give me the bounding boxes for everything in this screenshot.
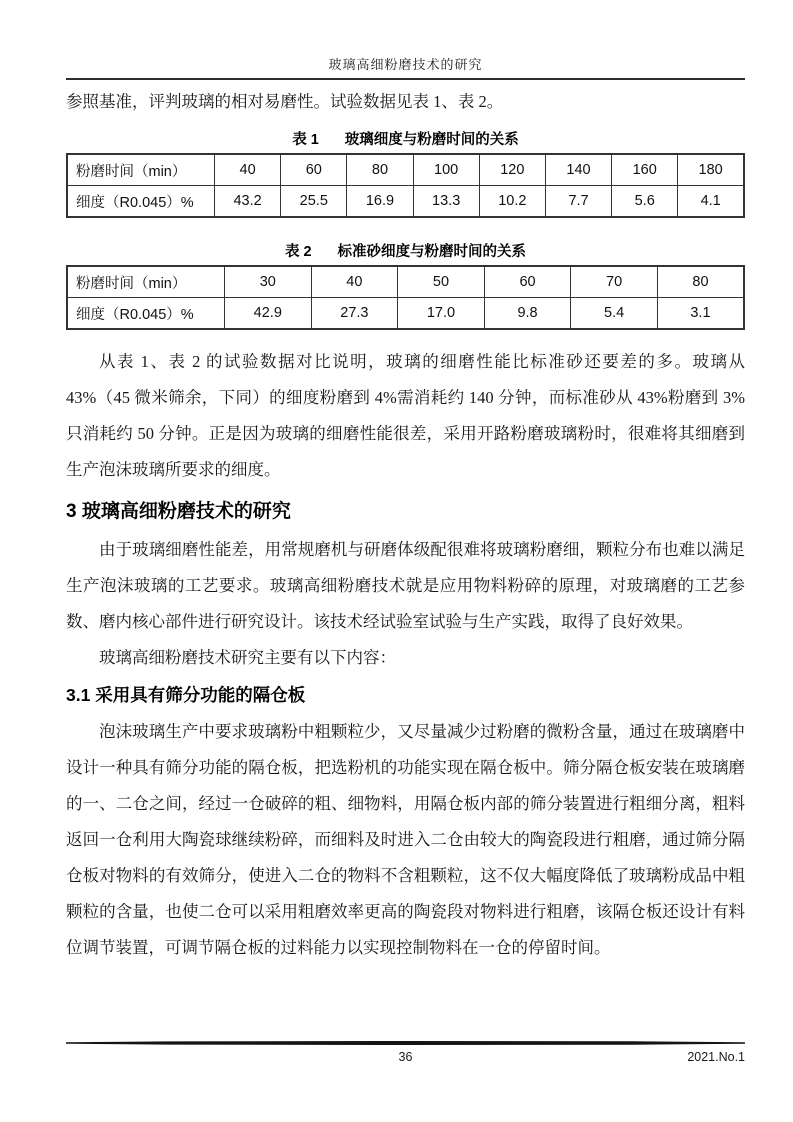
table-2-caption-label: 表 2 — [284, 244, 312, 260]
table-cell: 40 — [311, 266, 398, 298]
table-cell: 42.9 — [225, 298, 312, 330]
table-cell: 140 — [545, 154, 611, 186]
section-3-paragraph-2: 玻璃高细粉磨技术研究主要有以下内容： — [99, 648, 396, 667]
issue-label: 2021.No.1 — [687, 1050, 745, 1064]
table-cell: 5.4 — [571, 298, 658, 330]
table-cell: 16.9 — [347, 186, 413, 218]
table-cell: 80 — [657, 266, 744, 298]
table-cell: 120 — [479, 154, 545, 186]
table-cell: 60 — [281, 154, 347, 186]
table-row-header: 粉磨时间（min） — [67, 266, 225, 298]
discussion-paragraph: 从表 1、表 2 的试验数据对比说明，玻璃的细磨性能比标准砂还要差的多。玻璃从 43%（45 微米筛余，下同）的细度粉磨到 4%需消耗约 140 分钟，而标准砂从 43%粉磨到 3%只消耗约 50 分钟。正是因为玻璃的细磨性能很差，采用开路粉磨玻璃粉时，很难将其细磨到生产泡沫玻璃所要求的细度。 — [66, 352, 745, 479]
header-rule — [66, 78, 745, 80]
section-3-heading: 3 玻璃高细粉磨技术的研究 — [66, 501, 291, 522]
table-2-caption-title: 标准砂细度与粉磨时间的关系 — [337, 244, 527, 260]
page-footer — [66, 1041, 745, 1122]
table-row — [67, 154, 744, 186]
table-cell: 3.1 — [657, 298, 744, 330]
table-cell: 27.3 — [311, 298, 398, 330]
table-cell: 10.2 — [479, 186, 545, 218]
table-cell: 25.5 — [281, 186, 347, 218]
table-cell: 80 — [347, 154, 413, 186]
footer-rule — [66, 1041, 745, 1045]
table-cell: 13.3 — [413, 186, 479, 218]
table-1-caption-title: 玻璃细度与粉磨时间的关系 — [344, 132, 519, 148]
table-row-header: 粉磨时间（min） — [67, 154, 215, 186]
section-3-1-paragraph-1: 泡沫玻璃生产中要求玻璃粉中粗颗粒少，又尽量减少过粉磨的微粉含量，通过在玻璃磨中设计一种具有筛分功能的隔仓板，把选粉机的功能实现在隔仓板中。筛分隔仓板安装在玻璃磨的一、二仓之间，经过一仓破碎的粗、细物料，用隔仓板内部的筛分装置进行粗细分离，粗料返回一仓利用大陶瓷球继续粉碎，而细料及时进入二仓由较大的陶瓷段进行粗磨，通过筛分隔仓板对物料的有效筛分，使进入二仓的物料不含粗颗粒，这不仅大幅度降低了玻璃粉成品中粗颗粒的含量，也使二仓可以采用粗磨效率更高的陶瓷段对物料进行粗磨，该隔仓板还设计有料位调节装置，可调节隔仓板的过料能力以实现控制物料在一仓的停留时间。 — [66, 722, 745, 957]
table-1 — [66, 153, 745, 218]
section-3-1-heading: 3.1 采用具有筛分功能的隔仓板 — [66, 685, 306, 705]
footer-row — [66, 1050, 745, 1066]
table-cell: 4.1 — [678, 186, 744, 218]
table-cell: 7.7 — [545, 186, 611, 218]
table-cell: 9.8 — [484, 298, 571, 330]
table-row-header: 细度（R0.045）% — [67, 298, 225, 330]
table-cell: 30 — [225, 266, 312, 298]
table-cell: 5.6 — [612, 186, 678, 218]
table-cell: 70 — [571, 266, 658, 298]
page-number: 36 — [398, 1050, 413, 1064]
table-cell: 180 — [678, 154, 744, 186]
table-cell: 17.0 — [398, 298, 485, 330]
section-3-paragraph-1: 由于玻璃细磨性能差，用常规磨机与研磨体级配很难将玻璃粉磨细，颗粒分布也难以满足生产泡沫玻璃的工艺要求。玻璃高细粉磨技术就是应用物料粉碎的原理，对玻璃磨的工艺参数、磨内核心部件进行研究设计。该技术经试验室试验与生产实践，取得了良好效果。 — [66, 540, 745, 631]
table-1-caption-label: 表 1 — [292, 132, 319, 148]
table-row-header: 细度（R0.045）% — [67, 186, 215, 218]
table-1-caption — [66, 128, 745, 149]
table-cell: 60 — [484, 266, 571, 298]
table-cell: 43.2 — [215, 186, 281, 218]
table-2 — [66, 265, 745, 330]
table-row — [67, 266, 744, 298]
table-cell: 100 — [413, 154, 479, 186]
table-row — [67, 298, 744, 330]
running-title: 玻璃高细粉磨技术的研究 — [328, 57, 483, 72]
table-2-caption — [66, 240, 745, 261]
table-cell: 40 — [215, 154, 281, 186]
intro-paragraph: 参照基准，评判玻璃的相对易磨性。试验数据见表 1、表 2。 — [66, 92, 504, 111]
table-cell: 160 — [612, 154, 678, 186]
table-cell: 50 — [398, 266, 485, 298]
table-row — [67, 186, 744, 218]
